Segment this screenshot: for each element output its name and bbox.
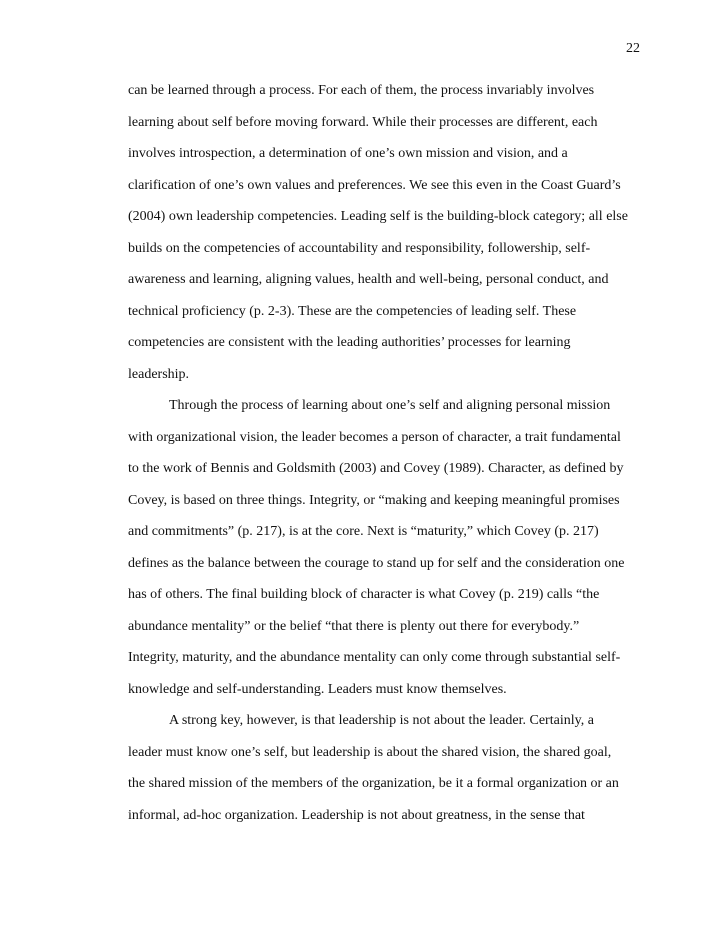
text-line: defines as the balance between the courage to stand up for self and the consideration one xyxy=(128,555,625,571)
text-line: leadership. xyxy=(128,366,190,382)
text-line: can be learned through a process. For each of them, the process invariably involves xyxy=(128,83,595,98)
paragraph-2 xyxy=(128,397,648,712)
text-line: leader must know one’s self, but leadership is about the shared vision, the shared goal, xyxy=(128,744,612,760)
page-number: 22 xyxy=(626,41,640,56)
text-line: Covey, is based on three things. Integrity, or “making and keeping meaningful promises xyxy=(128,492,620,508)
text-line: learning about self before moving forward. While their processes are different, each xyxy=(128,114,598,130)
text-line: the shared mission of the members of the organization, be it a formal organization or an xyxy=(128,776,619,791)
paragraph-3 xyxy=(128,712,648,838)
body-text xyxy=(128,82,648,838)
text-line: abundance mentality” or the belief “that there is plenty out there for everybody.” xyxy=(128,618,580,634)
text-line: clarification of one’s own values and preferences. We see this even in the Coast Guard’s xyxy=(128,177,621,193)
text-line: and commitments” (p. 217), is at the core. Next is “maturity,” which Covey (p. 217) xyxy=(128,524,599,539)
text-line: has of others. The final building block of character is what Covey (p. 219) calls “the xyxy=(128,587,600,602)
text-line: informal, ad-hoc organization. Leadership is not about greatness, in the sense that xyxy=(128,807,585,823)
text-line: (2004) own leadership competencies. Leading self is the building-block category; all else xyxy=(128,209,628,224)
text-line-indented: Through the process of learning about one’s self and aligning personal mission xyxy=(169,398,611,413)
text-line: technical proficiency (p. 2-3). These are the competencies of leading self. These xyxy=(128,303,577,319)
text-line: Integrity, maturity, and the abundance mentality can only come through substantial self- xyxy=(128,650,621,665)
paragraph-1 xyxy=(128,82,648,397)
text-line: awareness and learning, aligning values, health and well-being, personal conduct, and xyxy=(128,272,609,287)
text-line: knowledge and self-understanding. Leaders must know themselves. xyxy=(128,681,507,697)
text-line-indented: A strong key, however, is that leadership is not about the leader. Certainly, a xyxy=(169,713,594,728)
text-line: with organizational vision, the leader becomes a person of character, a trait fundamental xyxy=(128,429,621,445)
text-line: competencies are consistent with the leading authorities’ processes for learning xyxy=(128,335,571,350)
text-line: to the work of Bennis and Goldsmith (2003) and Covey (1989). Character, as defined by xyxy=(128,461,624,476)
text-line: involves introspection, a determination of one’s own mission and vision, and a xyxy=(128,146,568,161)
text-line: builds on the competencies of accountability and responsibility, followership, self- xyxy=(128,240,591,256)
